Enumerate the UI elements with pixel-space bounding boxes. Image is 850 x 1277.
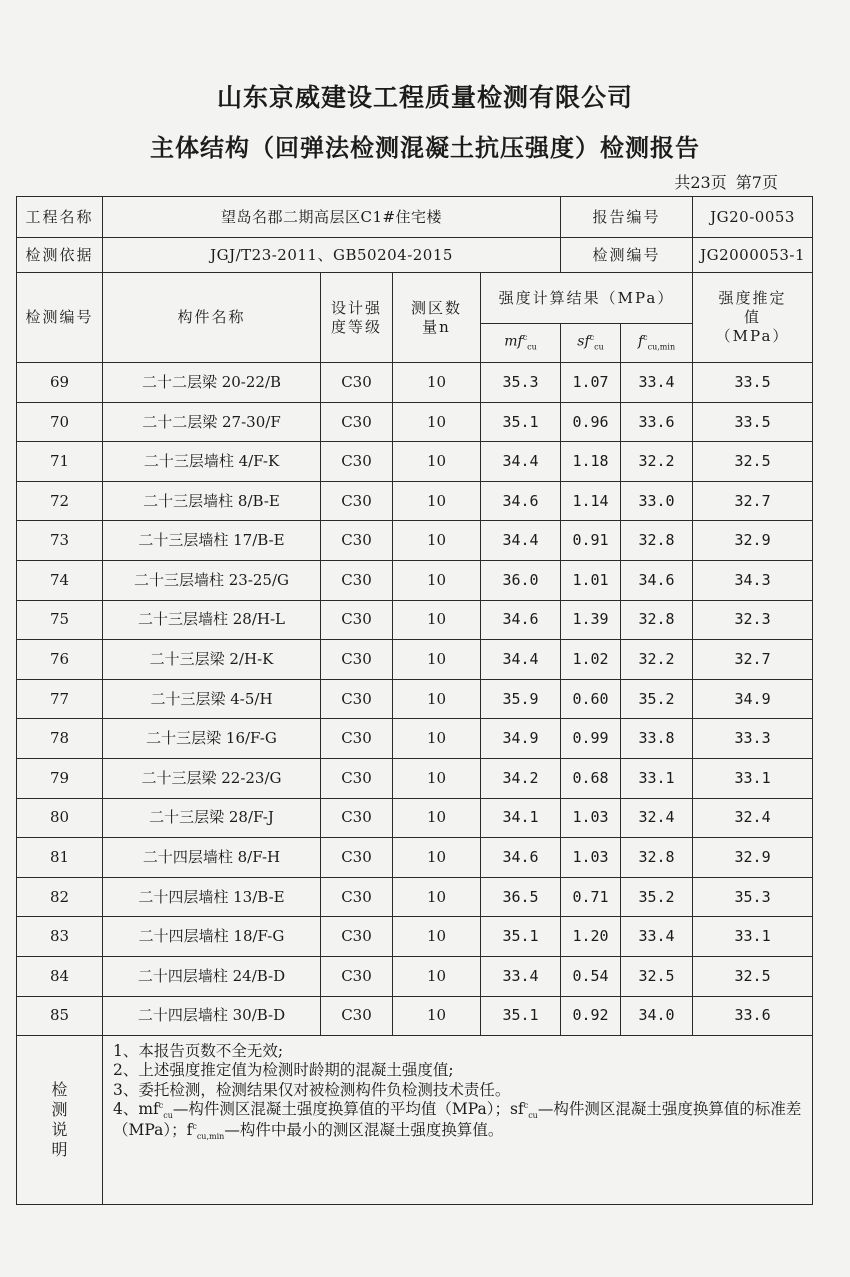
note-item-1: 1、本报告页数不全无效; [113,1042,284,1061]
row-std-cell: 1.18 [561,442,621,482]
notes-label [17,1036,103,1205]
note-item-4: 4、$mf^c_{cu}—$构件测区混凝土强度换算值的平均值（MPa）；$sf^c_{cu}—$构件测区混凝土强度换算值的标准差（MPa）；$f^c_{cu,min}—$构件中最小的测区混凝土强度换算值。 [113,1100,802,1142]
row-min-cell: 33.0 [621,481,693,521]
row-zones-cell: 10 [393,917,481,957]
table-row [17,442,813,482]
row-id-cell: 79 [17,758,103,798]
row-name-cell: 二十四层墙柱 13/B-E [103,877,321,917]
col-mean-header: $mf^c_{cu}$ [481,324,561,363]
row-zones-cell: 10 [393,402,481,442]
report-table [16,196,813,1205]
row-id-cell: 72 [17,481,103,521]
row-id-cell: 76 [17,640,103,680]
row-min-cell: 34.0 [621,996,693,1036]
notes-label-text: 检 测 说 明 [51,1080,68,1160]
row-std-cell: 0.96 [561,402,621,442]
row-name-cell: 二十三层墙柱 17/B-E [103,521,321,561]
col-zones-header: 测区数量n [393,273,481,363]
table-row [17,956,813,996]
row-zones-cell: 10 [393,877,481,917]
row-name-cell: 二十三层墙柱 23-25/G [103,560,321,600]
col-id-header: 检测编号 [17,273,103,363]
row-std-cell: 0.99 [561,719,621,759]
row-estimate-cell: 32.7 [693,481,813,521]
row-estimate-cell: 34.9 [693,679,813,719]
row-grade-cell: C30 [321,363,393,403]
row-std-cell: 1.02 [561,640,621,680]
row-name-cell: 二十三层墙柱 8/B-E [103,481,321,521]
row-name-cell: 二十四层墙柱 30/B-D [103,996,321,1036]
data-rows [17,363,813,1036]
row-grade-cell: C30 [321,838,393,878]
row-id-cell: 74 [17,560,103,600]
row-estimate-cell: 32.5 [693,956,813,996]
row-std-cell: 1.01 [561,560,621,600]
table-row [17,560,813,600]
row-zones-cell: 10 [393,679,481,719]
row-std-cell: 1.03 [561,838,621,878]
table-row [17,481,813,521]
table-row [17,877,813,917]
row-mean-cell: 34.9 [481,719,561,759]
row-id-cell: 85 [17,996,103,1036]
row-min-cell: 32.4 [621,798,693,838]
row-std-cell: 0.54 [561,956,621,996]
row-std-cell: 1.07 [561,363,621,403]
col-estimate-header: 强度推定值（MPa） [693,273,813,363]
row-id-cell: 69 [17,363,103,403]
notes-content [103,1036,813,1205]
row-name-cell: 二十三层墙柱 4/F-K [103,442,321,482]
company-name: 山东京威建设工程质量检测有限公司 [216,83,633,112]
row-grade-cell: C30 [321,798,393,838]
row-name-cell: 二十二层梁 27-30/F [103,402,321,442]
row-zones-cell: 10 [393,956,481,996]
row-mean-cell: 35.9 [481,679,561,719]
row-grade-cell: C30 [321,640,393,680]
row-estimate-cell: 32.4 [693,798,813,838]
row-zones-cell: 10 [393,442,481,482]
row-zones-cell: 10 [393,481,481,521]
row-mean-cell: 34.4 [481,442,561,482]
row-std-cell: 0.92 [561,996,621,1036]
row-min-cell: 32.5 [621,956,693,996]
row-name-cell: 二十三层梁 4-5/H [103,679,321,719]
row-std-cell: 0.91 [561,521,621,561]
row-min-cell: 34.6 [621,560,693,600]
note-item-3: 3、委托检测，检测结果仅对被检测构件负检测技术责任。 [113,1080,511,1099]
row-grade-cell: C30 [321,600,393,640]
col-min-header: $f^c_{cu,min}$ [621,324,693,363]
row-zones-cell: 10 [393,363,481,403]
row-zones-cell: 10 [393,798,481,838]
row-mean-cell: 34.4 [481,640,561,680]
row-id-cell: 81 [17,838,103,878]
row-estimate-cell: 33.6 [693,996,813,1036]
row-estimate-cell: 33.5 [693,363,813,403]
row-zones-cell: 10 [393,560,481,600]
row-estimate-cell: 32.7 [693,640,813,680]
basis-label: 检测依据 [17,238,103,273]
row-std-cell: 0.60 [561,679,621,719]
table-row [17,363,813,403]
row-estimate-cell: 33.1 [693,917,813,957]
note-item-2: 2、上述强度推定值为检测时龄期的混凝土强度值; [113,1061,454,1080]
table-row [17,600,813,640]
row-min-cell: 35.2 [621,877,693,917]
row-estimate-cell: 33.3 [693,719,813,759]
row-name-cell: 二十三层梁 16/F-G [103,719,321,759]
row-id-cell: 82 [17,877,103,917]
row-mean-cell: 34.1 [481,798,561,838]
page-info: 共23页 第7页 [674,173,778,192]
row-mean-cell: 34.6 [481,481,561,521]
row-grade-cell: C30 [321,758,393,798]
row-grade-cell: C30 [321,917,393,957]
table-row [17,521,813,561]
column-header-row [17,273,813,324]
row-min-cell: 33.4 [621,917,693,957]
row-grade-cell: C30 [321,996,393,1036]
notes-row [17,1036,813,1205]
row-mean-cell: 36.0 [481,560,561,600]
row-std-cell: 1.39 [561,600,621,640]
row-estimate-cell: 32.9 [693,521,813,561]
row-id-cell: 83 [17,917,103,957]
row-id-cell: 77 [17,679,103,719]
row-estimate-cell: 34.3 [693,560,813,600]
project-label: 工程名称 [17,197,103,238]
row-min-cell: 32.8 [621,838,693,878]
row-estimate-cell: 32.5 [693,442,813,482]
table-row [17,838,813,878]
row-min-cell: 33.6 [621,402,693,442]
row-name-cell: 二十二层梁 20-22/B [103,363,321,403]
row-zones-cell: 10 [393,719,481,759]
row-estimate-cell: 32.9 [693,838,813,878]
col-std-header: $sf^c_{cu}$ [561,324,621,363]
test-no-value: JG2000053-1 [693,238,813,273]
table-row [17,917,813,957]
row-estimate-cell: 33.5 [693,402,813,442]
col-grade-header: 设计强度等级 [321,273,393,363]
basis-value: JGJ/T23-2011、GB50204-2015 [103,238,561,273]
row-mean-cell: 35.1 [481,996,561,1036]
row-estimate-cell: 33.1 [693,758,813,798]
row-min-cell: 33.4 [621,363,693,403]
row-id-cell: 75 [17,600,103,640]
row-grade-cell: C30 [321,402,393,442]
table-row [17,640,813,680]
basis-row [17,238,813,273]
project-row [17,197,813,238]
row-std-cell: 1.03 [561,798,621,838]
row-id-cell: 78 [17,719,103,759]
row-zones-cell: 10 [393,521,481,561]
row-name-cell: 二十四层墙柱 24/B-D [103,956,321,996]
row-name-cell: 二十四层墙柱 18/F-G [103,917,321,957]
row-estimate-cell: 32.3 [693,600,813,640]
col-name-header: 构件名称 [103,273,321,363]
row-mean-cell: 34.4 [481,521,561,561]
table-row [17,719,813,759]
report-title: 主体结构（回弹法检测混凝土抗压强度）检测报告 [150,133,700,162]
table-row [17,758,813,798]
table-row [17,798,813,838]
col-result-group-header: 强度计算结果（MPa） [481,273,693,324]
row-grade-cell: C30 [321,560,393,600]
row-mean-cell: 34.6 [481,600,561,640]
row-id-cell: 70 [17,402,103,442]
row-min-cell: 32.8 [621,600,693,640]
row-grade-cell: C30 [321,521,393,561]
row-min-cell: 32.2 [621,442,693,482]
row-mean-cell: 34.6 [481,838,561,878]
row-name-cell: 二十三层梁 28/F-J [103,798,321,838]
test-no-label: 检测编号 [561,238,693,273]
row-min-cell: 32.8 [621,521,693,561]
row-grade-cell: C30 [321,877,393,917]
row-id-cell: 71 [17,442,103,482]
row-name-cell: 二十三层梁 22-23/G [103,758,321,798]
row-mean-cell: 33.4 [481,956,561,996]
row-std-cell: 0.68 [561,758,621,798]
row-zones-cell: 10 [393,600,481,640]
row-name-cell: 二十三层梁 2/H-K [103,640,321,680]
row-zones-cell: 10 [393,758,481,798]
row-mean-cell: 35.1 [481,917,561,957]
row-mean-cell: 35.1 [481,402,561,442]
row-zones-cell: 10 [393,640,481,680]
row-zones-cell: 10 [393,996,481,1036]
row-mean-cell: 34.2 [481,758,561,798]
table-row [17,679,813,719]
row-grade-cell: C30 [321,719,393,759]
row-std-cell: 1.14 [561,481,621,521]
row-name-cell: 二十四层墙柱 8/F-H [103,838,321,878]
row-estimate-cell: 35.3 [693,877,813,917]
table-row [17,996,813,1036]
row-id-cell: 80 [17,798,103,838]
row-min-cell: 32.2 [621,640,693,680]
row-std-cell: 1.20 [561,917,621,957]
project-value: 望岛名郡二期高层区C1#住宅楼 [103,197,561,238]
row-min-cell: 33.1 [621,758,693,798]
row-name-cell: 二十三层墙柱 28/H-L [103,600,321,640]
row-grade-cell: C30 [321,679,393,719]
row-std-cell: 0.71 [561,877,621,917]
row-mean-cell: 35.3 [481,363,561,403]
row-id-cell: 84 [17,956,103,996]
row-id-cell: 73 [17,521,103,561]
report-no-label: 报告编号 [561,197,693,238]
table-row [17,402,813,442]
row-zones-cell: 10 [393,838,481,878]
row-grade-cell: C30 [321,481,393,521]
row-grade-cell: C30 [321,442,393,482]
row-min-cell: 33.8 [621,719,693,759]
report-no-value: JG20-0053 [693,197,813,238]
row-min-cell: 35.2 [621,679,693,719]
row-grade-cell: C30 [321,956,393,996]
row-mean-cell: 36.5 [481,877,561,917]
